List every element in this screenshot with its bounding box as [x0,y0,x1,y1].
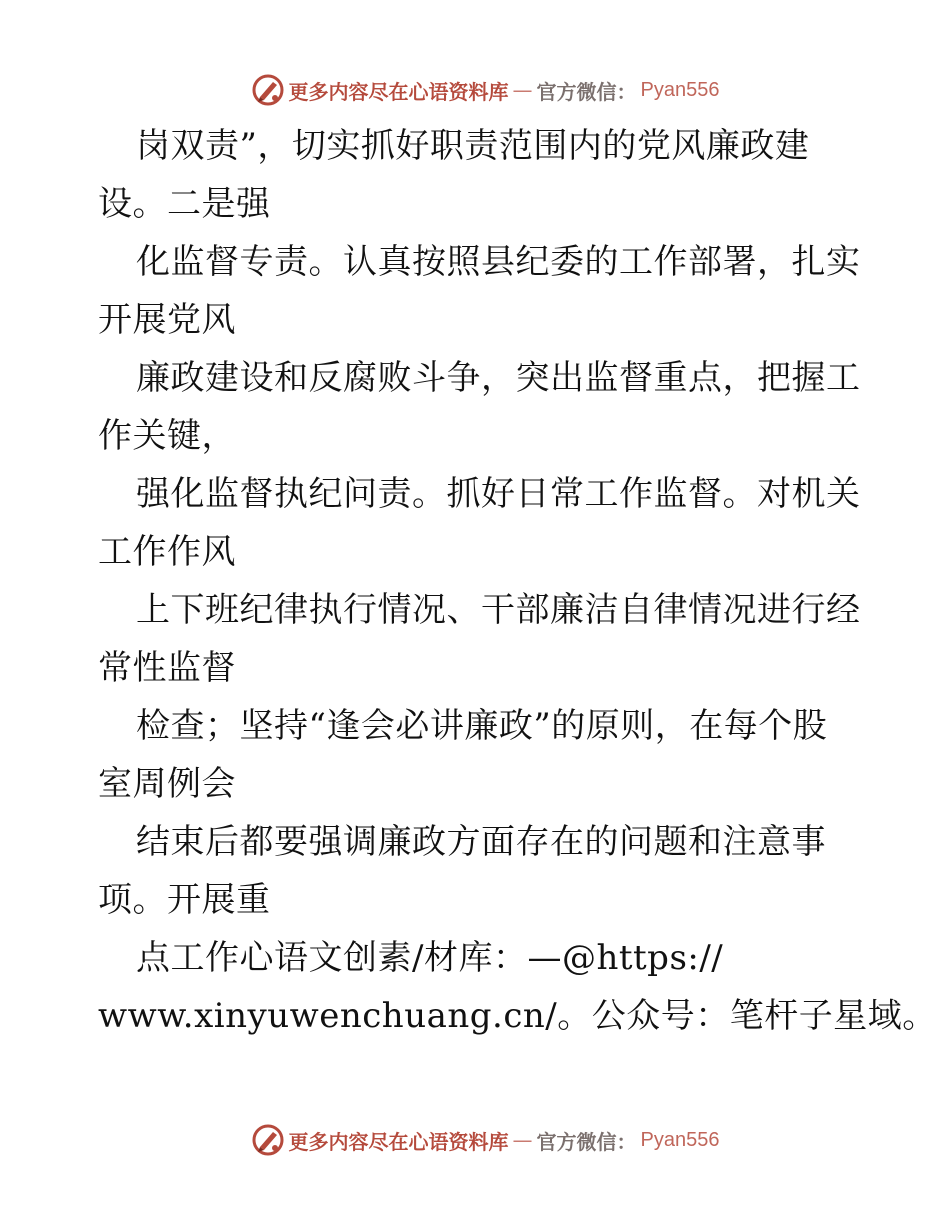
banner-wechat-label: 官方微信： [536,1129,637,1154]
banner-dash: — [512,78,533,102]
pen-logo-icon [251,1123,285,1157]
banner-wechat-account: Pyan556 [640,78,720,101]
text-line: 廉政建设和反腐败斗争，突出监督重点，把握工 [136,358,861,398]
footer-banner [0,1120,950,1160]
header-banner-inner [251,73,720,107]
header-banner [0,70,950,110]
text-line: 常性监督 [98,648,236,688]
text-line: 项。开展重 [98,880,271,920]
text-line: 室周例会 [98,764,236,804]
pen-logo-icon [251,73,285,107]
text-line: 开展党风 [98,300,236,340]
text-line: 结束后都要强调廉政方面存在的问题和注意事 [136,822,826,862]
banner-site-text: 更多内容尽在心语资料库 [288,79,509,104]
text-line: 岗双责”，切实抓好职责范围内的党风廉政建 [136,126,810,166]
text-line: 检查；坚持“逢会必讲廉政”的原则，在每个股 [136,706,828,746]
text-line: 设。二是强 [98,184,271,224]
banner-dash: — [512,1128,533,1152]
banner-wechat-account: Pyan556 [640,1128,720,1151]
footer-banner-inner [251,1123,720,1157]
text-line: 强化监督执纪问责。抓好日常工作监督。对机关 [136,474,861,514]
document-body [98,117,937,1045]
text-line: 工作作风 [98,532,236,572]
text-line: www.xinyuwenchuang.cn/。公众号：笔杆子星域。 [98,996,937,1036]
banner-site-text: 更多内容尽在心语资料库 [288,1129,509,1154]
text-line: 点工作心语文创素/材库：—@https:// [136,938,724,978]
text-line: 上下班纪律执行情况、干部廉洁自律情况进行经 [136,590,861,630]
banner-wechat-label: 官方微信： [536,79,637,104]
text-line: 化监督专责。认真按照县纪委的工作部署，扎实 [136,242,861,282]
text-line: 作关键， [98,416,236,456]
